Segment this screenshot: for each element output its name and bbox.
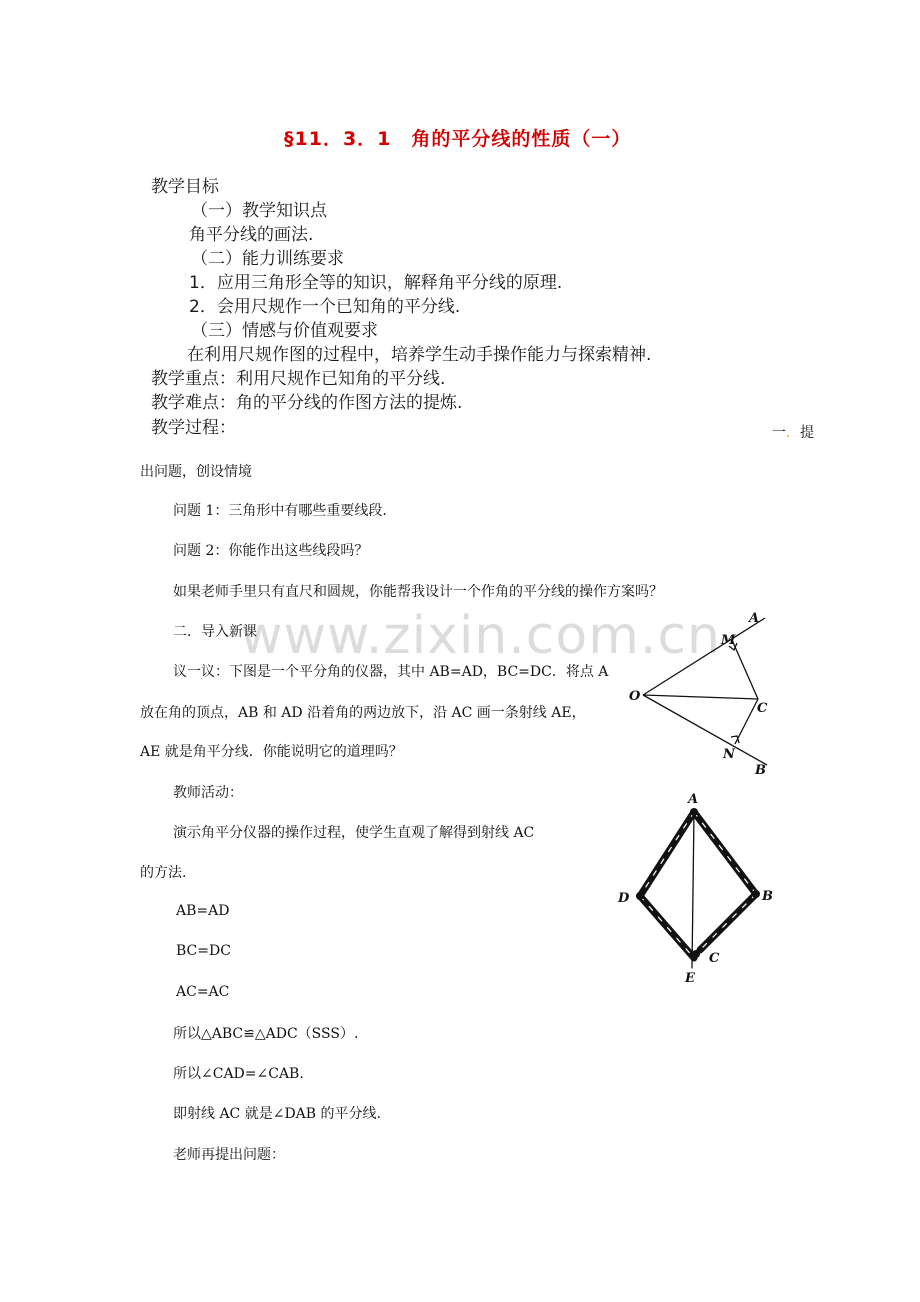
watermark: www.zixin.com.cn — [240, 606, 721, 666]
emotion-heading: （三）情感与价值观要求 — [191, 321, 378, 341]
joint-c — [692, 950, 700, 958]
section1-marker-dot: ． — [786, 425, 800, 441]
segment-mc — [732, 640, 758, 699]
stick-bc — [700, 894, 756, 950]
teacher-activity: 教师活动： — [173, 785, 243, 801]
label-c: C — [709, 951, 720, 966]
section1-heading-rest: 出问题，创设情境 — [140, 464, 252, 480]
ability-heading: （二）能力训练要求 — [191, 249, 344, 269]
knowledge-item: 角平分线的画法. — [189, 225, 314, 245]
label-m: M — [721, 633, 736, 648]
question-1: 问题 1：三角形中有哪些重要线段. — [173, 503, 387, 519]
segment-oc — [643, 695, 758, 699]
difficulty: 教学难点：角的平分线的作图方法的提炼. — [151, 393, 463, 413]
label-e: E — [685, 971, 695, 986]
section1-marker — [772, 422, 814, 442]
discuss-line-3: AE 就是角平分线．你能说明它的道理吗？ — [140, 744, 403, 760]
angle-bisector-figure — [625, 610, 785, 780]
label-n: N — [723, 747, 735, 762]
right-angle-mark-n — [731, 736, 739, 743]
label-a: A — [749, 611, 760, 626]
question-3: 如果老师手里只有直尺和圆规，你能帮我设计一个作角的平分线的操作方案吗？ — [173, 584, 663, 600]
bisector-instrument-figure — [612, 790, 782, 990]
page-title: §11．3．1 角的平分线的性质（一） — [284, 128, 632, 150]
demo-line-2: 的方法. — [140, 865, 187, 881]
ability-item-1: 1．应用三角形全等的知识，解释角平分线的原理. — [189, 273, 563, 293]
conclusion-bisector: 即射线 AC 就是∠DAB 的平分线. — [173, 1106, 381, 1122]
proof-ac-ac: AC=AC — [176, 984, 230, 1000]
teacher-question: 老师再提出问题： — [173, 1147, 285, 1163]
objectives-heading: 教学目标 — [151, 177, 219, 197]
section1-marker-tail: 提 — [800, 425, 814, 441]
demo-line-1: 演示角平分仪器的操作过程，使学生直观了解得到射线 AC — [173, 825, 535, 841]
process-heading: 教学过程： — [151, 418, 236, 438]
ray-oa — [643, 618, 765, 695]
ray-ob — [643, 695, 767, 765]
section2-heading: 二．导入新课 — [173, 624, 257, 640]
joint-b — [752, 890, 760, 898]
emotion-item: 在利用尺规作图的过程中，培养学生动手操作能力与探索精神. — [187, 345, 652, 365]
conclusion-congruent: 所以△ABC≌△ADC（SSS）. — [173, 1026, 359, 1042]
proof-bc-dc: BC=DC — [176, 943, 231, 959]
joint-d — [636, 892, 644, 900]
label-d: D — [618, 891, 630, 906]
proof-ab-ad: AB=AD — [176, 903, 230, 919]
ray-ae — [692, 812, 694, 968]
label-b: B — [755, 763, 766, 778]
section1-marker-number: 一 — [772, 425, 786, 441]
label-a: A — [688, 792, 699, 807]
label-b: B — [762, 889, 773, 904]
label-o: O — [629, 689, 641, 704]
label-c: C — [757, 701, 768, 716]
joint-a — [690, 808, 698, 816]
question-2: 问题 2：你能作出这些线段吗？ — [173, 543, 369, 559]
discuss-line-2: 放在角的顶点，AB 和 AD 沿着角的两边放下，沿 AC 画一条射线 AE， — [140, 705, 586, 721]
segment-nc — [735, 699, 758, 744]
conclusion-angles: 所以∠CAD=∠CAB. — [173, 1066, 304, 1082]
ability-item-2: 2．会用尺规作一个已知角的平分线. — [189, 297, 461, 317]
knowledge-heading: （一）教学知识点 — [191, 201, 327, 221]
discuss-line-1: 议一议：下图是一个平分角的仪器，其中 AB=AD，BC=DC．将点 A — [173, 664, 609, 680]
key-point: 教学重点：利用尺规作已知角的平分线. — [151, 369, 446, 389]
